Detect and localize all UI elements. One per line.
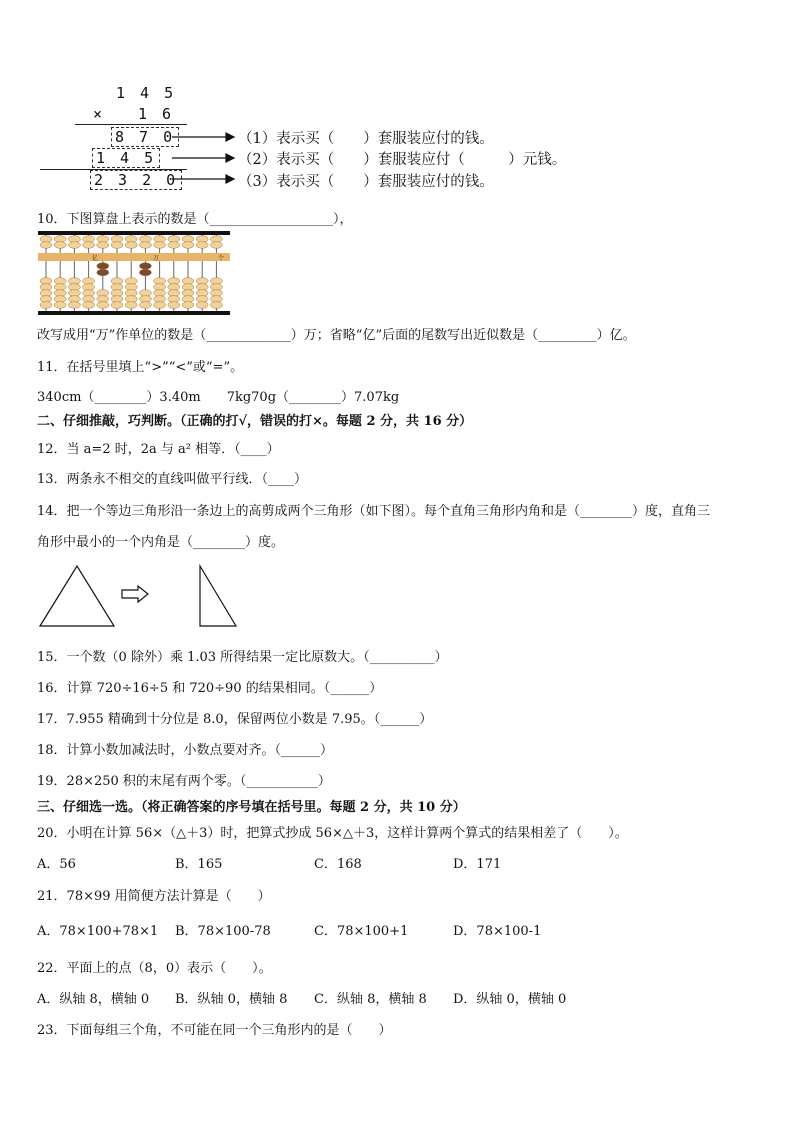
q21-stem: 21．78×99 用简便方法计算是（ ） bbox=[37, 889, 271, 904]
mult-annotation-1: （1）表示买（ ）套服装应付的钱。 bbox=[238, 131, 494, 147]
q12: 12．当 a=2 时，2a 与 a² 相等．（____） bbox=[37, 442, 280, 457]
abacus-bead bbox=[97, 236, 109, 243]
abacus-bead bbox=[210, 296, 222, 303]
abacus-bead bbox=[54, 284, 66, 291]
abacus-bead bbox=[154, 242, 166, 249]
q22-option-b[interactable]: B．纵轴 0，横轴 8 bbox=[175, 992, 288, 1007]
abacus-bead bbox=[97, 302, 109, 309]
triangle-figure bbox=[38, 562, 243, 628]
abacus-bead bbox=[196, 290, 208, 297]
abacus-bead bbox=[196, 236, 208, 243]
abacus-bead bbox=[68, 290, 80, 297]
product-total: 2 3 2 0 bbox=[90, 170, 182, 190]
q10-stem: 10．下图算盘上表示的数是（___________________）， bbox=[37, 212, 353, 227]
abacus-bead bbox=[111, 278, 123, 285]
abacus-bead bbox=[154, 296, 166, 303]
q17: 17．7.955 精确到十分位是 8.0，保留两位小数是 7.95。（______） bbox=[37, 712, 433, 727]
abacus-bead bbox=[54, 296, 66, 303]
abacus-bead bbox=[111, 242, 123, 249]
abacus-bead bbox=[97, 263, 109, 270]
abacus-bead bbox=[68, 242, 80, 249]
abacus-bead bbox=[196, 242, 208, 249]
q20-stem: 20．小明在计算 56×（△＋3）时，把算式抄成 56×△＋3，这样计算两个算式的结果相差了（ ）。 bbox=[37, 826, 628, 841]
abacus-bead bbox=[111, 284, 123, 291]
abacus-bead bbox=[40, 296, 52, 303]
abacus-bead bbox=[182, 296, 194, 303]
q20-option-d[interactable]: D．171 bbox=[453, 857, 502, 872]
mult-annotation-3: （3）表示买（ ）套服装应付的钱。 bbox=[238, 174, 494, 190]
q18: 18．计算小数加减法时，小数点要对齐。（______） bbox=[37, 743, 334, 758]
q14-line-2: 角形中最小的一个内角是（________）度。 bbox=[37, 535, 285, 550]
abacus-bead bbox=[97, 269, 109, 276]
abacus-bead bbox=[139, 269, 151, 276]
abacus-bead bbox=[97, 290, 109, 297]
abacus-bead bbox=[168, 278, 180, 285]
abacus-bead bbox=[68, 302, 80, 309]
q22-stem: 22．平面上的点（8，0）表示（ ）。 bbox=[37, 961, 272, 976]
abacus-bead bbox=[182, 242, 194, 249]
abacus-bead bbox=[154, 290, 166, 297]
abacus-bead bbox=[40, 302, 52, 309]
abacus-bead bbox=[139, 242, 151, 249]
abacus-bead bbox=[139, 302, 151, 309]
q19: 19．28×250 积的末尾有两个零。（___________） bbox=[37, 774, 331, 789]
mult-bottom-number: 1 6 bbox=[138, 105, 175, 123]
abacus-bead bbox=[68, 284, 80, 291]
q21-option-d[interactable]: D．78×100-1 bbox=[453, 924, 542, 939]
abacus-bead bbox=[40, 284, 52, 291]
abacus-bead bbox=[139, 296, 151, 303]
section-3-title: 三、仔细选一选。（将正确答案的序号填在括号里。每题 2 分，共 10 分） bbox=[37, 800, 466, 815]
abacus-bead bbox=[139, 290, 151, 297]
abacus-bead bbox=[182, 290, 194, 297]
abacus-label-yi: 亿 bbox=[92, 255, 99, 262]
abacus-bead bbox=[54, 302, 66, 309]
abacus-bead bbox=[83, 290, 95, 297]
abacus-bead bbox=[139, 236, 151, 243]
q20-option-a[interactable]: A．56 bbox=[37, 857, 76, 872]
abacus-bead bbox=[111, 290, 123, 297]
abacus-bead bbox=[125, 296, 137, 303]
abacus-bead bbox=[168, 284, 180, 291]
abacus-bead bbox=[40, 290, 52, 297]
equilateral-triangle bbox=[40, 566, 114, 626]
abacus-bead bbox=[40, 236, 52, 243]
abacus-bead bbox=[111, 236, 123, 243]
arrow-3-head bbox=[226, 175, 234, 183]
q22-option-c[interactable]: C．纵轴 8，横轴 8 bbox=[314, 992, 427, 1007]
mult-sign: × bbox=[93, 105, 106, 123]
abacus-bead bbox=[54, 278, 66, 285]
q23-stem: 23．下面每组三个角，不可能在同一个三角形内的是（ ） bbox=[37, 1023, 392, 1038]
abacus-bead bbox=[154, 284, 166, 291]
q21-option-b[interactable]: B．78×100-78 bbox=[175, 924, 271, 939]
q21-option-c[interactable]: C．78×100+1 bbox=[314, 924, 409, 939]
abacus-bead bbox=[196, 278, 208, 285]
arrow-2-head bbox=[226, 154, 234, 162]
abacus-bead bbox=[210, 284, 222, 291]
abacus-bead bbox=[168, 302, 180, 309]
q21-option-a[interactable]: A．78×100+78×1 bbox=[37, 924, 159, 939]
abacus-bead bbox=[54, 242, 66, 249]
q14-line-1: 14．把一个等边三角形沿一条边上的高剪成两个三角形（如下图）。每个直角三角形内角和是（________）度，直角三 bbox=[37, 504, 711, 519]
abacus-bead bbox=[125, 302, 137, 309]
arrow-1-head bbox=[226, 133, 234, 141]
right-triangle bbox=[200, 566, 236, 626]
abacus-bead bbox=[196, 302, 208, 309]
abacus-bead bbox=[182, 302, 194, 309]
abacus-bead bbox=[40, 242, 52, 249]
abacus-bead bbox=[182, 278, 194, 285]
mult-top-number: 1 4 5 bbox=[116, 84, 177, 102]
q20-option-c[interactable]: C．168 bbox=[314, 857, 362, 872]
abacus-bead bbox=[68, 236, 80, 243]
abacus-bead bbox=[168, 236, 180, 243]
q22-option-a[interactable]: A．纵轴 8，横轴 0 bbox=[37, 992, 150, 1007]
section-2-title: 二、仔细推敲，巧判断。（正确的打√，错误的打×。每题 2 分，共 16 分） bbox=[37, 414, 473, 429]
mult-annotation-2: （2）表示买（ ）套服装应付（ ）元钱。 bbox=[238, 152, 567, 168]
abacus-bead bbox=[168, 290, 180, 297]
abacus-bead bbox=[168, 242, 180, 249]
abacus-bead bbox=[125, 284, 137, 291]
abacus-label-ge: 个 bbox=[218, 255, 225, 262]
q20-option-b[interactable]: B．165 bbox=[175, 857, 223, 872]
abacus-bead bbox=[97, 242, 109, 249]
abacus-beam bbox=[38, 253, 230, 261]
abacus-bead bbox=[182, 236, 194, 243]
abacus-bead bbox=[139, 263, 151, 270]
abacus-bead bbox=[168, 296, 180, 303]
q16: 16．计算 720÷16÷5 和 720÷90 的结果相同。（______） bbox=[37, 681, 383, 696]
abacus-bead bbox=[111, 296, 123, 303]
abacus-bead bbox=[54, 236, 66, 243]
abacus-bead bbox=[196, 296, 208, 303]
q11-stem: 11．在括号里填上“>”“<”或“=”。 bbox=[37, 360, 244, 375]
abacus-bead bbox=[210, 242, 222, 249]
abacus-bead bbox=[83, 296, 95, 303]
abacus-bead bbox=[182, 284, 194, 291]
abacus-bead bbox=[210, 236, 222, 243]
q15: 15．一个数（0 除外）乘 1.03 所得结果一定比原数大。（__________） bbox=[37, 650, 448, 665]
abacus-bead bbox=[83, 278, 95, 285]
mult-line-1 bbox=[75, 124, 187, 125]
abacus-bead bbox=[68, 296, 80, 303]
abacus-bead bbox=[40, 278, 52, 285]
abacus-bead bbox=[68, 278, 80, 285]
hollow-arrow-icon bbox=[122, 586, 148, 602]
abacus-bead bbox=[125, 290, 137, 297]
abacus-bead bbox=[196, 284, 208, 291]
abacus-bead bbox=[83, 284, 95, 291]
abacus-bead bbox=[83, 242, 95, 249]
abacus-bead bbox=[83, 302, 95, 309]
abacus-bead bbox=[125, 278, 137, 285]
abacus-bead bbox=[210, 290, 222, 297]
abacus-bead bbox=[154, 278, 166, 285]
q11-row: 340cm（________）3.40m 7kg70g（________）7.07kg bbox=[37, 390, 400, 405]
abacus-bead bbox=[97, 296, 109, 303]
abacus-figure bbox=[38, 231, 230, 317]
abacus-bead bbox=[54, 290, 66, 297]
partial-product-1: 8 7 0 bbox=[111, 127, 179, 147]
arrows-svg bbox=[170, 128, 240, 190]
abacus-bead bbox=[210, 302, 222, 309]
abacus-bead bbox=[83, 236, 95, 243]
abacus-bead bbox=[125, 242, 137, 249]
abacus-bead bbox=[125, 236, 137, 243]
partial-product-2: 1 4 5 bbox=[92, 148, 160, 168]
abacus-bead bbox=[111, 302, 123, 309]
q10-subquestion: 改写成用“万”作单位的数是（_____________）万；省略“亿”后面的尾数写出近似数是（_________）亿。 bbox=[37, 328, 636, 343]
abacus-bead bbox=[210, 278, 222, 285]
q22-option-d[interactable]: D．纵轴 0，横轴 0 bbox=[453, 992, 567, 1007]
abacus-bead bbox=[154, 302, 166, 309]
q13: 13．两条永不相交的直线叫做平行线．（____） bbox=[37, 472, 308, 487]
abacus-label-wan: 万 bbox=[153, 255, 160, 262]
abacus-bead bbox=[154, 236, 166, 243]
